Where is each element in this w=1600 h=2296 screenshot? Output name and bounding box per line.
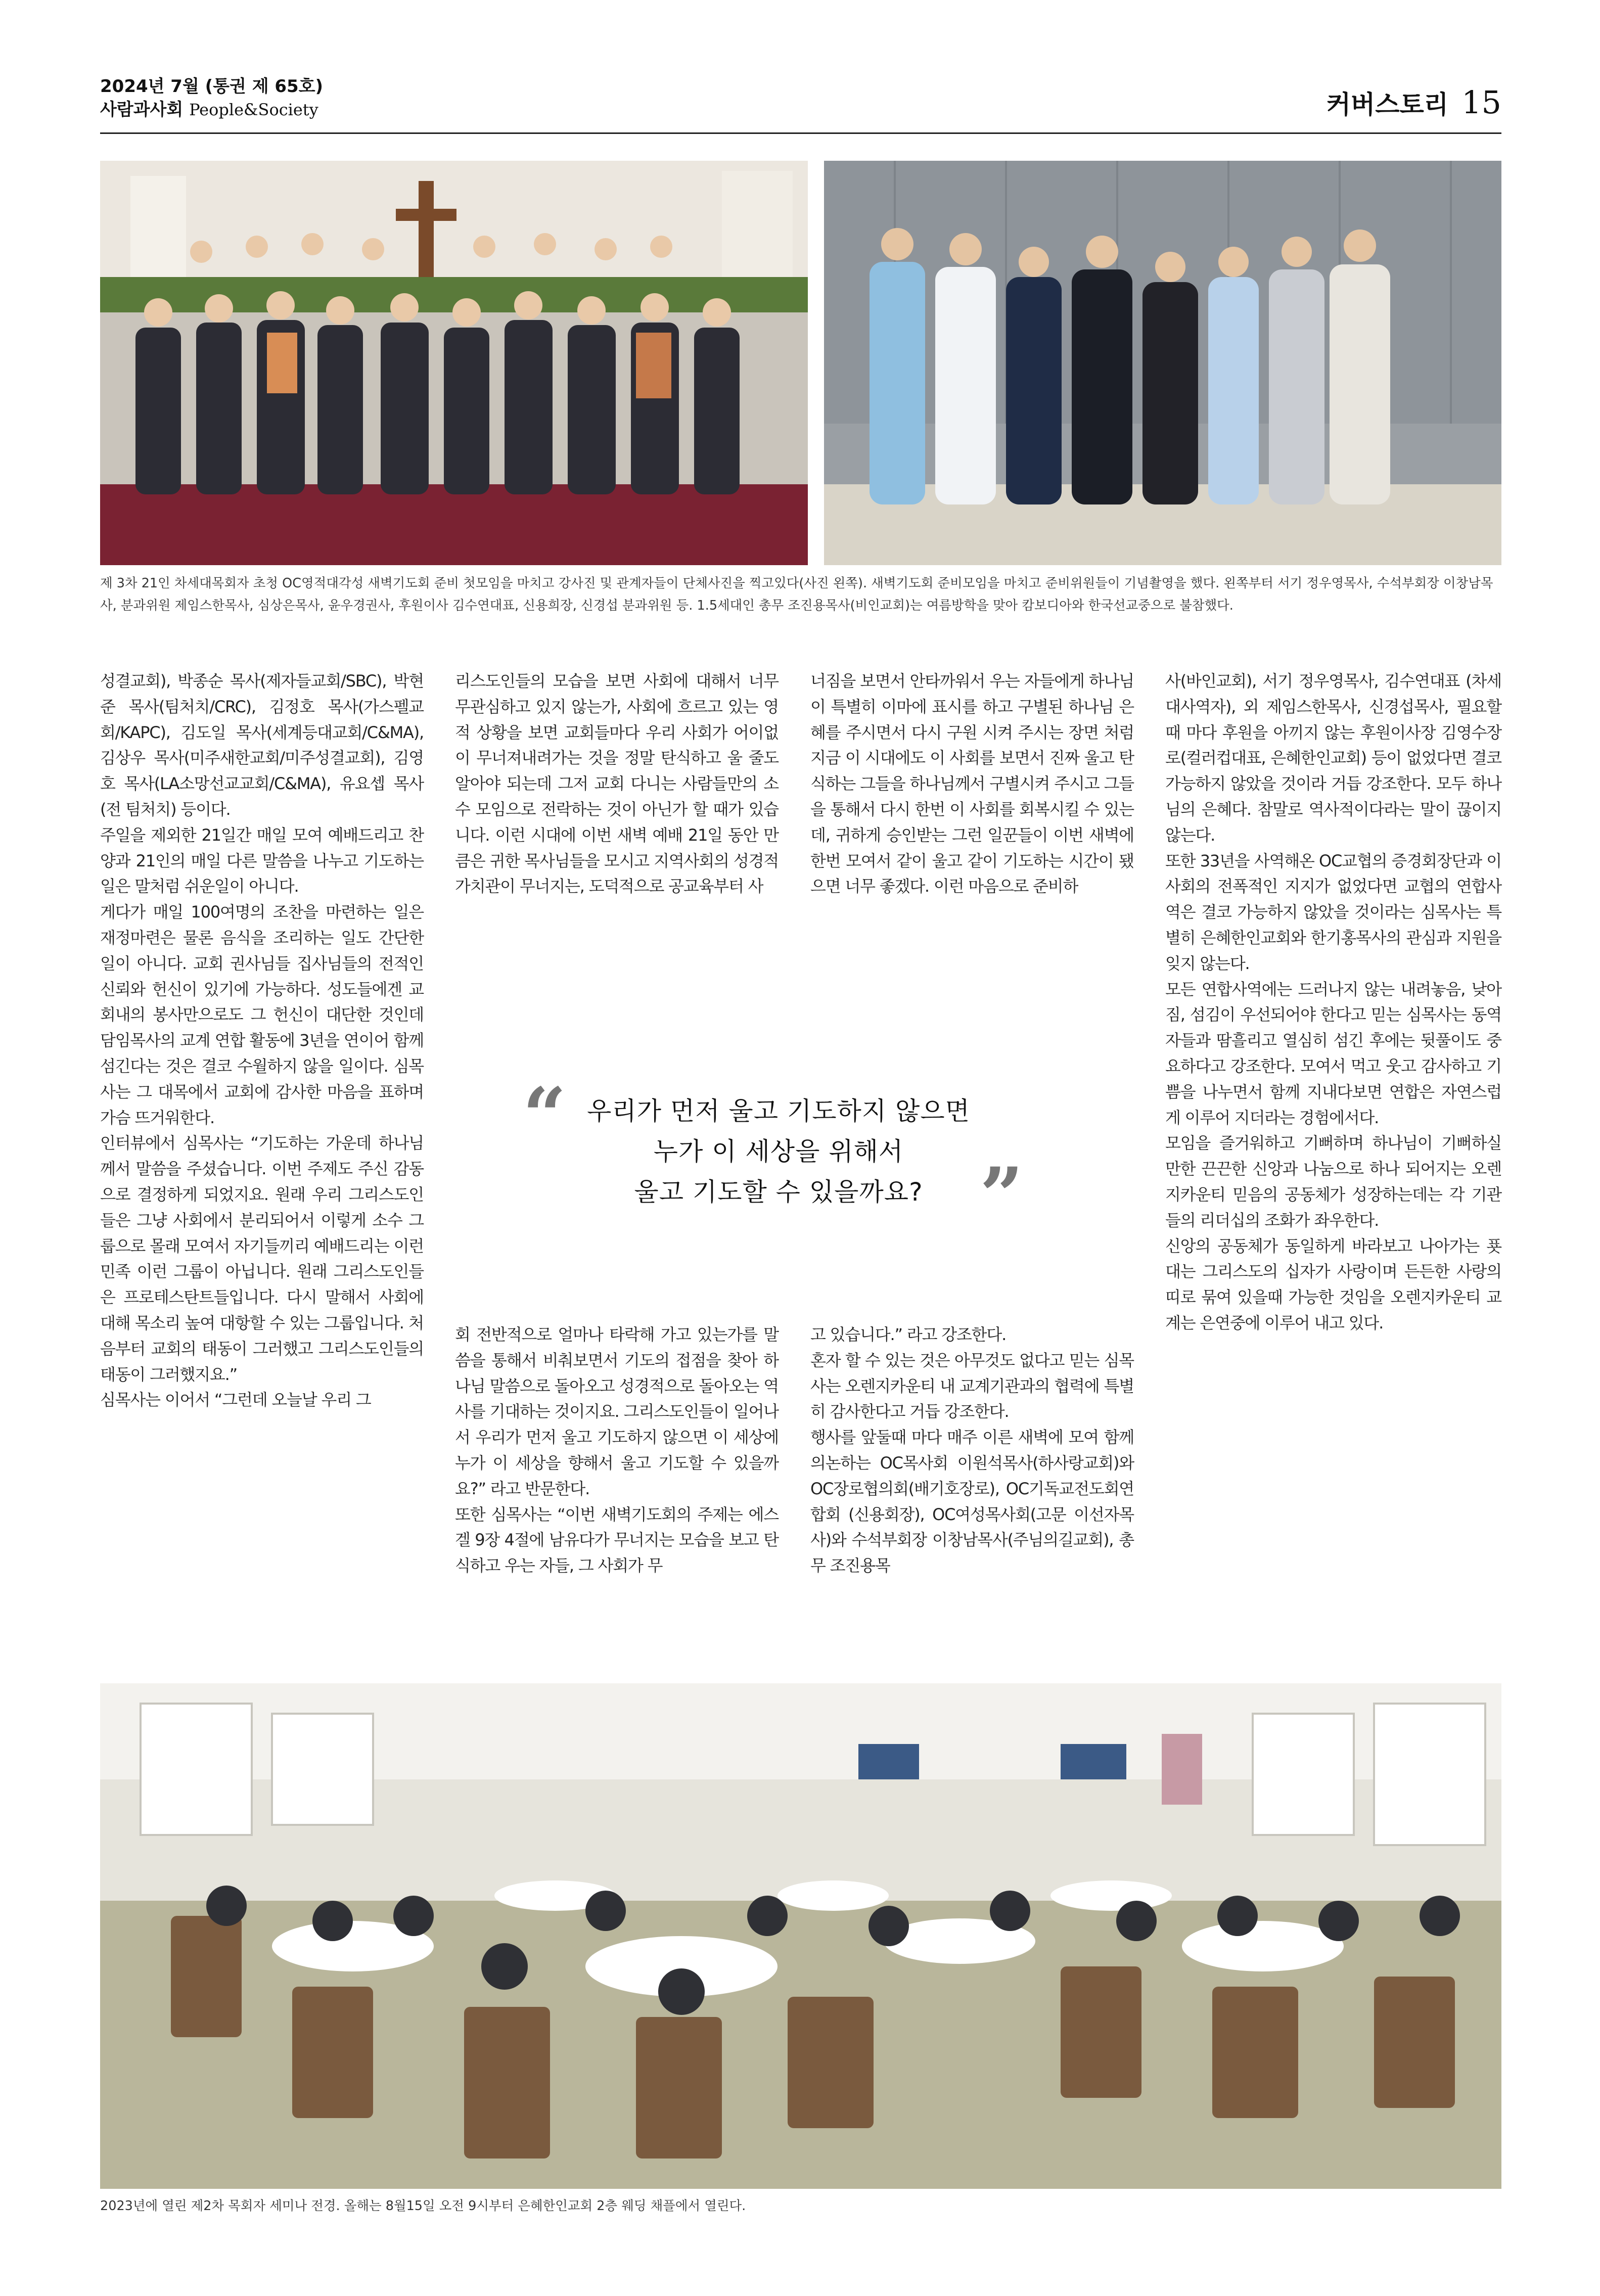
article-column-2-upper	[455, 668, 779, 899]
pull-quote-line-1: 우리가 먼저 울고 기도하지 않으면	[587, 1096, 970, 1126]
pull-quote-text	[526, 1091, 1031, 1212]
bottom-photo-caption: 2023년에 열린 제2차 목회자 세미나 전경. 올해는 8월15일 오전 9시부터 은혜한인교회 2층 웨딩 채플에서 열린다.	[100, 2198, 746, 2214]
photo-seminar-hall	[100, 1683, 1501, 2189]
header-rule	[100, 132, 1501, 134]
publication-name-kr: 사람과사회	[100, 100, 184, 120]
article-column-3-lower	[810, 1322, 1134, 1579]
article-column-4	[1165, 668, 1501, 1336]
masthead-right	[1327, 84, 1501, 121]
publication-name-en: People&Society	[189, 100, 318, 119]
article-column-3-upper	[810, 668, 1134, 899]
open-quote-mark: “	[523, 1071, 567, 1160]
pull-quote-line-2: 누가 이 세상을 위해서	[653, 1137, 904, 1166]
masthead-left	[100, 75, 323, 121]
close-quote-mark: ”	[980, 1151, 1024, 1240]
column-text: 리스도인들의 모습을 보면 사회에 대해서 너무 무관심하고 있지 않는가, 사회에 흐르고 있는 영적 상황을 보면 교회들마다 우리 사회가 어이없이 무너져내려가는 것을 정말 탄식하고 울 줄도 알아야 되는데 그저 교회 다니는 사람들만의 소수 모임으로 전락하는 것이 아닌가 할 때가 있습니다. 이런 시대에 이번 새벽 예배 21일 동안 만큼은 귀한 목사님들을 모시고 지역사회의 성경적 가치관이 무너지는, 도덕적으로 공교육부터 사	[455, 671, 779, 896]
column-text: 너짐을 보면서 안타까워서 우는 자들에게 하나님이 특별히 이마에 표시를 하고 구별된 하나님 은혜를 주시면서 다시 구원 시켜 주시는 장면 처럼 지금 이 시대에도 이 사회를 보면서 진짜 울고 탄식하는 그들을 하나님께서 구별시켜 주시고 그들을 통해서 다시 한번 이 사회를 회복시킬 수 있는데, 귀하게 승인받는 그런 일꾼들이 이번 새벽에 한번 모여서 같이 울고 같이 기도하는 시간이 됐으면 너무 좋겠다. 이런 마음으로 준비하	[810, 671, 1134, 896]
page-number: 15	[1461, 84, 1501, 121]
pull-quote-line-3: 울고 기도할 수 있을까요?	[634, 1177, 923, 1207]
column-text: 사(바인교회), 서기 정우영목사, 김수연대표 (차세대사역자), 외 제임스한목사, 신경섭목사, 필요할 때 마다 후원을 아끼지 않는 후원이사장 김영수장로(컬러컵대표, 은혜한인교회) 등이 없었다면 결코 가능하지 않았을 것이라 거듭 강조한다. 모두 하나님의 은혜다. 참말로 역사적이다라는 말이 끊이지 않는다. 또한 33년을 사역해온 OC교협의 증경회장단과 이사회의 전폭적인 지지가 없었다면 교협의 연합사역은 결코 가능하지 않았을 것이라는 심목사는 특별히 은혜한인교회와 한기홍목사의 관심과 지원을 잊지 않는다. 모든 연합사역에는 드러나지 않는 내려놓음, 낮아짐, 섬김이 우선되어야 한다고 믿는 심목사는 동역자들과 땀흘리고 열심히 섬긴 후에는 뒷풀이도 중요하다고 강조한다. 모여서 먹고 웃고 감사하고 기쁨을 나누면서 함께 지내다보면 연합은 자연스럽게 이루어 지더라는 경험에서다. 모임을 즐거워하고 기뻐하며 하나님이 기뻐하실 만한 끈끈한 신앙과 나눔으로 하나 되어지는 오렌지카운티 믿음의 공동체가 성장하는데는 각 기관들의 리더십의 조화가 좌우한다. 신앙의 공동체가 동일하게 바라보고 나아가는 푯대는 그리스도의 십자가 사랑이며 든든한 사랑의 띠로 묶여 있을때 가능한 것임을 오렌지카운티 교계는 은연중에 이루어 내고 있다.	[1165, 671, 1501, 1333]
article-column-1	[100, 668, 424, 1413]
top-photo-caption: 제 3차 21인 차세대목회자 초청 OC영적대각성 새벽기도회 준비 첫모임을 마치고 강사진 및 관계자들이 단체사진을 찍고있다(사진 왼쪽). 새벽기도회 준비모임을 마치고 준비위원들이 기념촬영을 했다. 왼쪽부터 서기 정우영목사, 수석부회장 이창남목사, 분과위원 제임스한목사, 심상은목사, 윤우경권사, 후원이사 김수연대표, 신용희장, 신경섭 분과위원 등. 1.5세대인 총무 조진용목사(비인교회)는 여름방학을 맞아 캄보디아와 한국선교중으로 불참했다.	[100, 576, 1493, 613]
section-title: 커버스토리	[1326, 90, 1449, 119]
masthead	[100, 71, 1501, 131]
column-text: 성결교회), 박종순 목사(제자들교회/SBC), 박현준 목사(팀처치/CRC), 김정호 목사(가스펠교회/KAPC), 김도일 목사(세계등대교회/C&MA), 김상우 목사(미주새한교회/미주성결교회), 김영호 목사(LA소망선교교회/C&MA), 유요셉 목사(전 팀처치) 등이다. 주일을 제외한 21일간 매일 모여 예배드리고 찬양과 21인의 매일 다른 말씀을 나누고 기도하는 일은 말처럼 쉬운일이 아니다. 게다가 매일 100여명의 조찬을 마련하는 일은 재정마련은 물론 음식을 조리하는 일도 간단한 일이 아니다. 교회 권사님들 집사님들의 전적인 신뢰와 헌신이 있기에 가능하다. 성도들에겐 교회내의 봉사만으로도 그 헌신이 대단한 것인데 담임목사의 교계 연합 활동에 3년을 연이어 함께 섬긴다는 것은 결코 수월하지 않을 일이다. 심목사는 그 대목에서 교회에 감사한 마음을 표하며 가슴 뜨거워한다. 인터뷰에서 심목사는 “기도하는 가운데 하나님께서 말씀을 주셨습니다. 이번 주제도 주신 감동으로 결정하게 되었지요. 원래 우리 그리스도인들은 그냥 사회에서 분리되어서 이렇게 소수 그룹으로 몰래 모여서 자기들끼리 예배드리는 이런 민족 이런 그룹이 아닙니다. 원래 그리스도인들은 프로테스탄트들입니다. 다시 말해서 사회에 대해 목소리 높여 대항할 수 있는 그룹입니다. 처음부터 교회의 태동이 그러했고 그리스도인들의 태동이 그러했지요.” 심목사는 이어서 “그런데 오늘날 우리 그	[100, 671, 424, 1410]
photo-group-outdoor	[824, 161, 1501, 565]
column-text: 회 전반적으로 얼마나 타락해 가고 있는가를 말씀을 통해서 비춰보면서 기도의 접점을 찾아 하나님 말씀으로 돌아오고 성경적으로 돌아오는 역사를 기대하는 것이지요. 그리스도인들이 일어나서 우리가 먼저 울고 기도하지 않으면 이 세상에 누가 이 세상을 향해서 울고 기도할 수 있을까요?” 라고 반문한다. 또한 심목사는 “이번 새벽기도회의 주제는 에스겔 9장 4절에 남유다가 무너지는 모습을 보고 탄식하고 우는 자들, 그 사회가 무	[455, 1325, 779, 1576]
article-column-2-lower	[455, 1322, 779, 1579]
column-text: 고 있습니다.” 라고 강조한다. 혼자 할 수 있는 것은 아무것도 없다고 믿는 심목사는 오렌지카운티 내 교계기관과의 협력에 특별히 감사한다고 거듭 강조한다. 행사를 앞둘때 마다 매주 이른 새벽에 모여 함께 의논하는 OC목사회 이원석목사(하사랑교회)와 OC장로협의회(배기호장로), OC기독교전도회연합회 (신용회장), OC여성목사회(고문 이선자목사)와 수석부회장 이창남목사(주님의길교회), 총무 조진용목	[810, 1325, 1134, 1576]
photo-group-indoor	[100, 161, 808, 565]
pull-quote	[523, 1071, 1031, 1240]
issue-date: 2024년 7월 (통권 제 65호)	[100, 76, 324, 97]
